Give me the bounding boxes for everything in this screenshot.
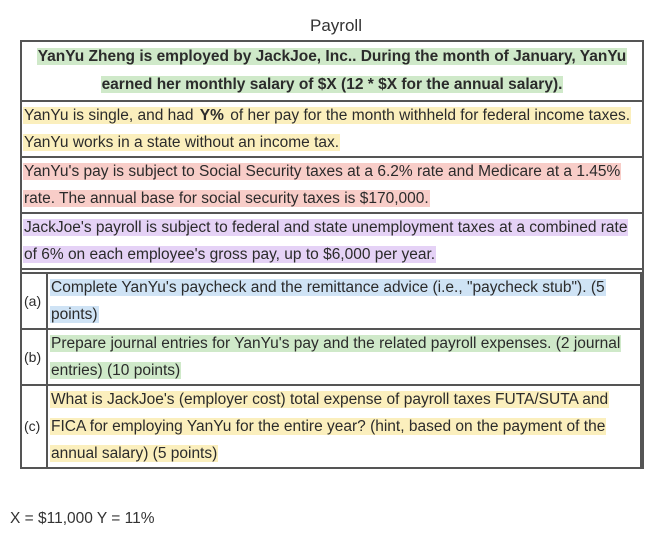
unemployment-section: [22, 214, 642, 270]
withholding-text-1: YanYu is single, and had: [24, 107, 198, 124]
task-row-a: [22, 274, 640, 330]
task-text-c: What is JackJoe's (employer cost) total expense of payroll taxes FUTA/SUTA and FICA for employing YanYu for the entire year? (hint, based on the payment of the annual salary) (5 points): [51, 391, 609, 462]
task-row-c: [22, 386, 640, 467]
task-label-a: (a): [22, 274, 48, 328]
task-text-a: Complete YanYu's paycheck and the remittance advice (i.e., "paycheck stub"). (5 points): [51, 279, 605, 323]
page-title: Payroll: [310, 16, 362, 35]
tasks-table: [22, 272, 642, 467]
fica-text: YanYu's pay is subject to Social Security taxes at a 6.2% rate and Medicare at a 1.45% rate. The annual base for social security taxes is $170,000.: [24, 163, 621, 207]
withholding-text-2: of her pay for the month withheld for federal income taxes. YanYu works in a state without an income tax.: [24, 107, 630, 151]
intro-line-1: YanYu Zheng is employed by JackJoe, Inc.. During the month of January, YanYu: [37, 48, 627, 65]
task-label-b: (b): [22, 330, 48, 384]
withholding-rate: Y%: [199, 107, 224, 124]
intro-line-2: earned her monthly salary of $X (12 * $X for the annual salary).: [101, 76, 563, 93]
problem-box: [20, 40, 644, 469]
variable-values: X = $11,000 Y = 11%: [10, 510, 155, 527]
fica-section: [22, 158, 642, 214]
unemployment-text: JackJoe's payroll is subject to federal and state unemployment taxes at a combined rate of 6% on each employee's gross pay, up to $6,000 per year.: [24, 219, 628, 263]
withholding-section: [22, 102, 642, 158]
task-row-b: [22, 330, 640, 386]
task-label-c: (c): [22, 386, 48, 467]
tasks-section: [22, 272, 642, 467]
task-text-b: Prepare journal entries for YanYu's pay and the related payroll expenses. (2 journal entries) (10 points): [51, 335, 621, 379]
intro-section: [22, 42, 642, 102]
